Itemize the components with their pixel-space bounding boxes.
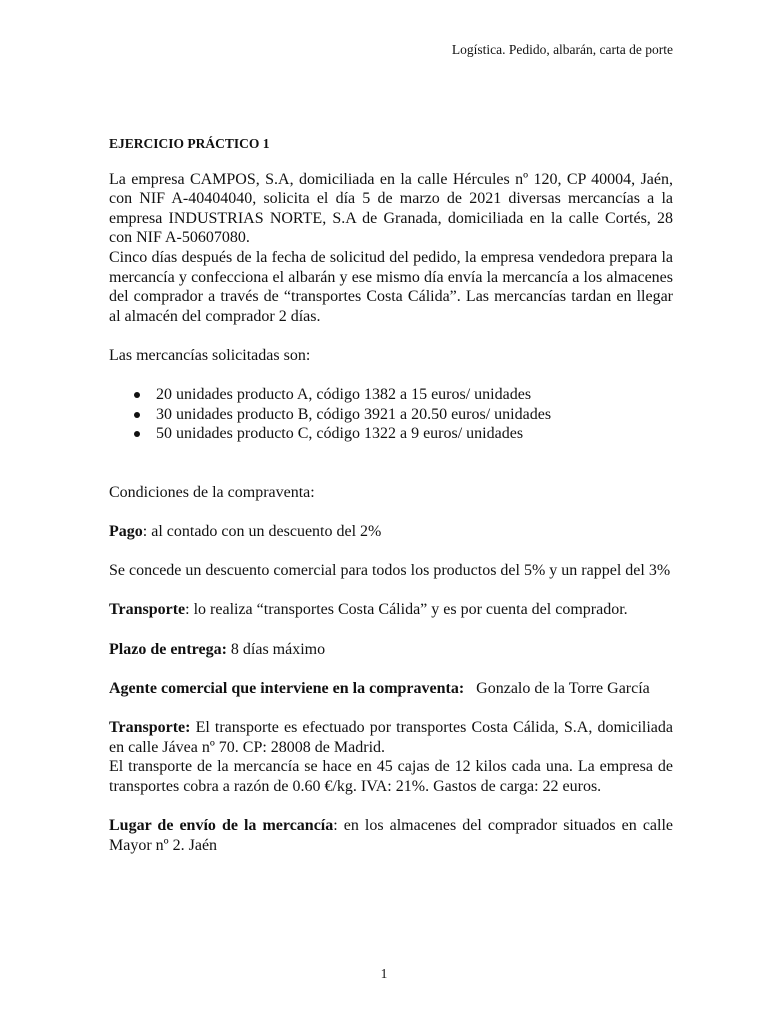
goods-list-item: 30 unidades producto B, código 3921 a 20.50 euros/ unidades bbox=[156, 405, 673, 425]
payment-condition bbox=[109, 522, 673, 542]
transport-cost-details: El transporte de la mercancía se hace en 45 cajas de 12 kilos cada una. La empresa de transportes cobra a razón de 0.60 €/kg. IVA: 21%. Gastos de carga: 22 euros. bbox=[109, 758, 673, 795]
discount-condition: Se concede un descuento comercial para todos los productos del 5% y un rappel del 3% bbox=[109, 562, 671, 580]
goods-list-item: 20 unidades producto A, código 1382 a 15 euros/ unidades bbox=[156, 385, 673, 405]
document-body bbox=[109, 134, 673, 855]
transport-details bbox=[109, 718, 673, 757]
delivery-label: Lugar de envío de la mercancía bbox=[109, 817, 334, 834]
transport-details-label: Transporte: bbox=[109, 719, 191, 737]
agent-label: Agente comercial que interviene en la compraventa: bbox=[109, 679, 465, 697]
exercise-title: EJERCICIO PRÁCTICO 1 bbox=[109, 136, 270, 151]
intro-paragraph: La empresa CAMPOS, S.A, domiciliada en la calle Hércules nº 120, CP 40004, Jaén, con NIF A-40404040, solicita el día 5 de marzo de 2021 diversas mercancías a la empresa INDUSTRIAS NORTE, S.A de Granada, domiciliada en la calle Cortés, 28 con NIF A-50607080. bbox=[109, 170, 673, 247]
payment-text: : al contado con un descuento del 2% bbox=[142, 523, 382, 541]
conditions-heading: Condiciones de la compraventa: bbox=[109, 483, 315, 501]
intro-paragraph-2: Cinco días después de la fecha de solicitud del pedido, la empresa vendedora prepara la mercancía y confecciona el albarán y ese mismo día envía la mercancía a los almacenes del comprador a través de “transportes Costa Cálida”. Las mercancías tardan en llegar al almacén del comprador 2 días. bbox=[109, 248, 673, 325]
deadline-text: 8 días máximo bbox=[226, 640, 326, 658]
deadline-condition bbox=[109, 640, 673, 660]
page-number: 1 bbox=[380, 966, 388, 981]
goods-list bbox=[109, 385, 673, 444]
goods-heading: Las mercancías solicitadas son: bbox=[109, 346, 311, 364]
page-header: Logística. Pedido, albarán, carta de porte bbox=[451, 42, 673, 57]
deadline-label: Plazo de entrega: bbox=[109, 640, 227, 658]
transport-label: Transporte bbox=[109, 601, 186, 619]
agent-condition bbox=[109, 679, 673, 699]
delivery-text: : en los almacenes del comprador situados en calle Mayor nº 2. Jaén bbox=[109, 817, 674, 854]
transport-text: : lo realiza “transportes Costa Cálida” y es por cuenta del comprador. bbox=[185, 601, 628, 619]
goods-list-item: 50 unidades producto C, código 1322 a 9 euros/ unidades bbox=[156, 424, 673, 444]
payment-label: Pago bbox=[109, 523, 143, 541]
agent-text: Gonzalo de la Torre García bbox=[464, 679, 650, 697]
delivery-location bbox=[109, 816, 673, 855]
transport-details-text: El transporte es efectuado por transportes Costa Cálida, S.A, domiciliada en calle Jávea nº 70. CP: 28008 de Madrid. bbox=[109, 719, 673, 756]
transport-condition bbox=[109, 600, 673, 620]
